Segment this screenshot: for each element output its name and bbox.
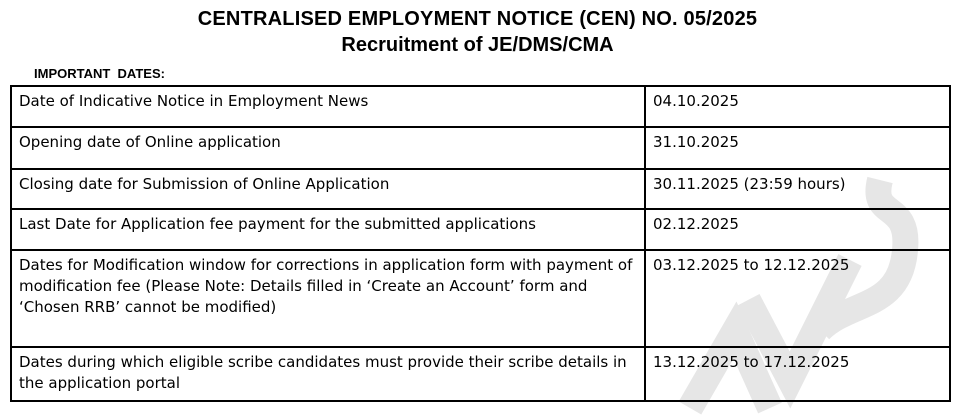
table-row: [11, 86, 950, 127]
table-row: [11, 209, 950, 250]
table-row: [11, 127, 950, 169]
page-title: CENTRALISED EMPLOYMENT NOTICE (CEN) NO. 05/2025: [197, 8, 758, 30]
date-cell: 02.12.2025: [645, 209, 950, 250]
event-cell: Last Date for Application fee payment for the submitted applications: [11, 209, 645, 250]
date-cell: 31.10.2025: [645, 127, 950, 169]
event-cell: Dates for Modification window for corrections in application form with payment of modification fee (Please Note: Details filled in ‘Create an Account’ form and ‘Chosen RRB’ cannot be modified): [11, 250, 645, 347]
event-cell: Date of Indicative Notice in Employment News: [11, 86, 645, 127]
page-subtitle: Recruitment of JE/DMS/CMA: [341, 34, 614, 56]
table-row: [11, 169, 950, 209]
table-row: [11, 250, 950, 347]
event-cell: Closing date for Submission of Online Application: [11, 169, 645, 209]
table-row: [11, 347, 950, 401]
important-dates-table: [10, 85, 951, 402]
date-cell: 13.12.2025 to 17.12.2025: [645, 347, 950, 401]
date-cell: 30.11.2025 (23:59 hours): [645, 169, 950, 209]
event-cell: Opening date of Online application: [11, 127, 645, 169]
date-cell: 04.10.2025: [645, 86, 950, 127]
section-heading-important-dates: IMPORTANT DATES:: [34, 66, 165, 81]
date-cell: 03.12.2025 to 12.12.2025: [645, 250, 950, 347]
event-cell: Dates during which eligible scribe candidates must provide their scribe details in the application portal: [11, 347, 645, 401]
